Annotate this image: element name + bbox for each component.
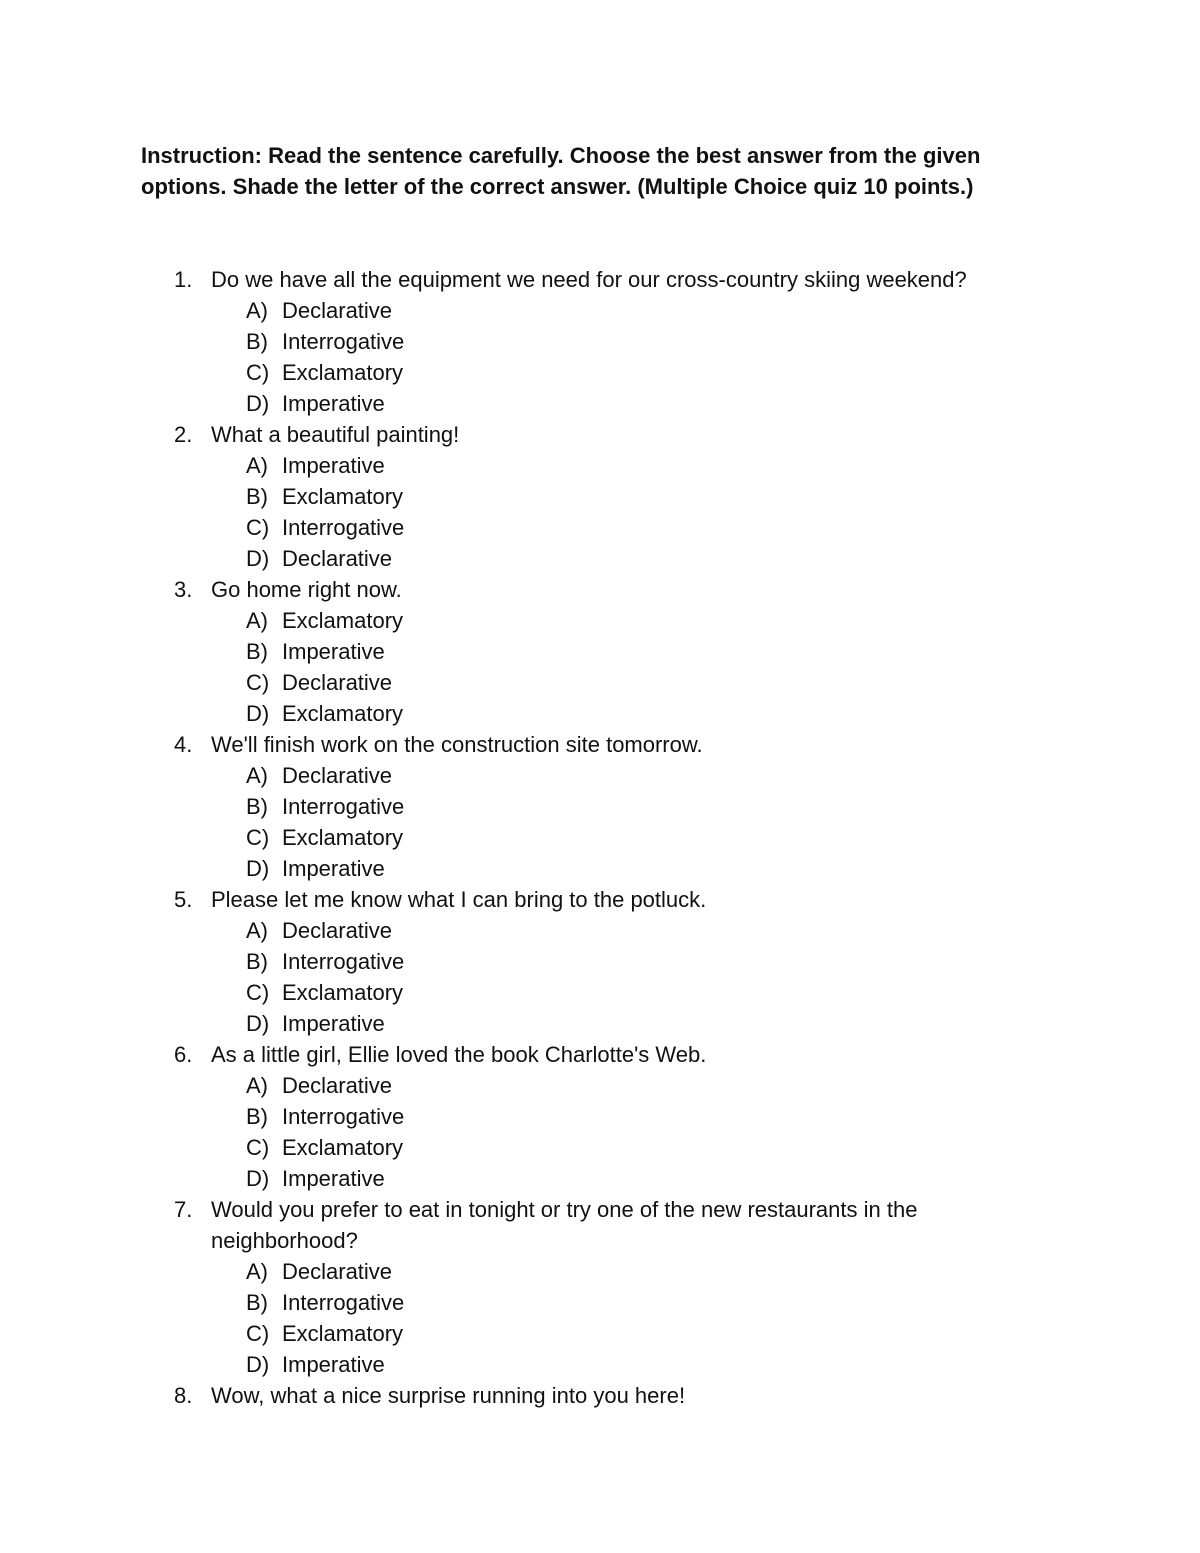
question-number: 7. (174, 1197, 193, 1222)
option-letter: B) (246, 484, 268, 509)
answer-option (246, 791, 1200, 822)
question-text: We'll finish work on the construction site tomorrow. (211, 732, 703, 757)
answer-option (246, 1132, 1200, 1163)
question-text: Do we have all the equipment we need for our cross-country skiing weekend? (211, 267, 967, 292)
option-text: Exclamatory (282, 825, 404, 850)
question-text: As a little girl, Ellie loved the book Charlotte's Web. (211, 1042, 707, 1067)
option-letter: B) (246, 329, 268, 354)
question-number: 5. (174, 887, 193, 912)
option-letter: C) (246, 825, 270, 850)
option-text: Interrogative (282, 329, 405, 354)
option-text: Declarative (282, 1073, 393, 1098)
option-text: Exclamatory (282, 608, 404, 633)
option-letter: D) (246, 1352, 270, 1377)
answer-option (246, 1101, 1200, 1132)
option-text: Interrogative (282, 515, 405, 540)
answer-option (246, 1008, 1200, 1039)
answer-option (246, 636, 1200, 667)
option-letter: A) (246, 608, 268, 633)
answer-option (246, 1287, 1200, 1318)
question-item (0, 729, 1200, 884)
answer-option (246, 357, 1200, 388)
question-number: 1. (174, 267, 193, 292)
option-text: Interrogative (282, 949, 405, 974)
option-letter: C) (246, 515, 270, 540)
option-text: Interrogative (282, 1290, 405, 1315)
answer-option (246, 1070, 1200, 1101)
answer-option (246, 760, 1200, 791)
option-letter: C) (246, 670, 270, 695)
question-list (0, 264, 1200, 1411)
answer-option (246, 977, 1200, 1008)
question-number: 6. (174, 1042, 193, 1067)
option-letter: B) (246, 794, 268, 819)
option-text: Exclamatory (282, 360, 404, 385)
answer-option (246, 388, 1200, 419)
option-text: Exclamatory (282, 1321, 404, 1346)
answer-option (246, 698, 1200, 729)
question-item (0, 1039, 1200, 1194)
option-letter: B) (246, 1104, 268, 1129)
option-text: Declarative (282, 763, 393, 788)
answer-option (246, 605, 1200, 636)
question-text: Please let me know what I can bring to the potluck. (211, 887, 707, 912)
answer-option (246, 822, 1200, 853)
option-text: Interrogative (282, 1104, 405, 1129)
option-list (0, 450, 1200, 574)
answer-option (246, 512, 1200, 543)
option-text: Imperative (282, 391, 385, 416)
answer-option (246, 1349, 1200, 1380)
option-list (0, 605, 1200, 729)
option-letter: B) (246, 949, 268, 974)
option-list (0, 1256, 1200, 1380)
answer-option (246, 1163, 1200, 1194)
question-item (0, 264, 1200, 419)
option-letter: D) (246, 856, 270, 881)
answer-option (246, 1318, 1200, 1349)
option-letter: C) (246, 360, 270, 385)
option-text: Exclamatory (282, 701, 404, 726)
option-letter: B) (246, 639, 268, 664)
option-list (0, 915, 1200, 1039)
question-item (0, 1194, 1200, 1380)
option-text: Exclamatory (282, 1135, 404, 1160)
answer-option (246, 326, 1200, 357)
option-list (0, 295, 1200, 419)
option-text: Exclamatory (282, 484, 404, 509)
question-item (0, 884, 1200, 1039)
option-text: Imperative (282, 1166, 385, 1191)
option-letter: D) (246, 701, 270, 726)
option-letter: A) (246, 763, 268, 788)
question-item (0, 1380, 1200, 1411)
option-letter: A) (246, 298, 268, 323)
question-number: 4. (174, 732, 193, 757)
option-letter: A) (246, 453, 268, 478)
option-letter: A) (246, 918, 268, 943)
option-text: Declarative (282, 670, 393, 695)
option-letter: A) (246, 1259, 268, 1284)
question-item (0, 419, 1200, 574)
option-letter: D) (246, 1011, 270, 1036)
option-text: Interrogative (282, 794, 405, 819)
option-text: Declarative (282, 918, 393, 943)
answer-option (246, 543, 1200, 574)
answer-option (246, 853, 1200, 884)
answer-option (246, 1256, 1200, 1287)
answer-option (246, 295, 1200, 326)
question-number: 3. (174, 577, 193, 602)
answer-option (246, 946, 1200, 977)
question-text: Wow, what a nice surprise running into you here! (211, 1383, 686, 1408)
answer-option (246, 667, 1200, 698)
option-letter: D) (246, 391, 270, 416)
answer-option (246, 915, 1200, 946)
option-letter: D) (246, 1166, 270, 1191)
option-text: Declarative (282, 298, 393, 323)
instruction-text: Instruction: Read the sentence carefully. Choose the best answer from the given options. Shade the letter of the correct answer. (Multiple Choice quiz 10 points.) (141, 143, 981, 199)
question-number: 2. (174, 422, 193, 447)
option-letter: B) (246, 1290, 268, 1315)
option-text: Declarative (282, 546, 393, 571)
answer-option (246, 450, 1200, 481)
option-text: Imperative (282, 1352, 385, 1377)
option-text: Imperative (282, 453, 385, 478)
option-letter: C) (246, 980, 270, 1005)
option-list (0, 760, 1200, 884)
option-text: Imperative (282, 1011, 385, 1036)
option-letter: D) (246, 546, 270, 571)
option-letter: C) (246, 1321, 270, 1346)
question-text: What a beautiful painting! (211, 422, 460, 447)
question-item (0, 574, 1200, 729)
option-text: Imperative (282, 856, 385, 881)
question-text: Go home right now. (211, 577, 402, 602)
answer-option (246, 481, 1200, 512)
option-letter: A) (246, 1073, 268, 1098)
option-text: Declarative (282, 1259, 393, 1284)
question-text: Would you prefer to eat in tonight or try one of the new restaurants in the neighborhood? (211, 1197, 918, 1253)
question-number: 8. (174, 1383, 193, 1408)
option-text: Exclamatory (282, 980, 404, 1005)
option-letter: C) (246, 1135, 270, 1160)
option-list (0, 1070, 1200, 1194)
option-text: Imperative (282, 639, 385, 664)
